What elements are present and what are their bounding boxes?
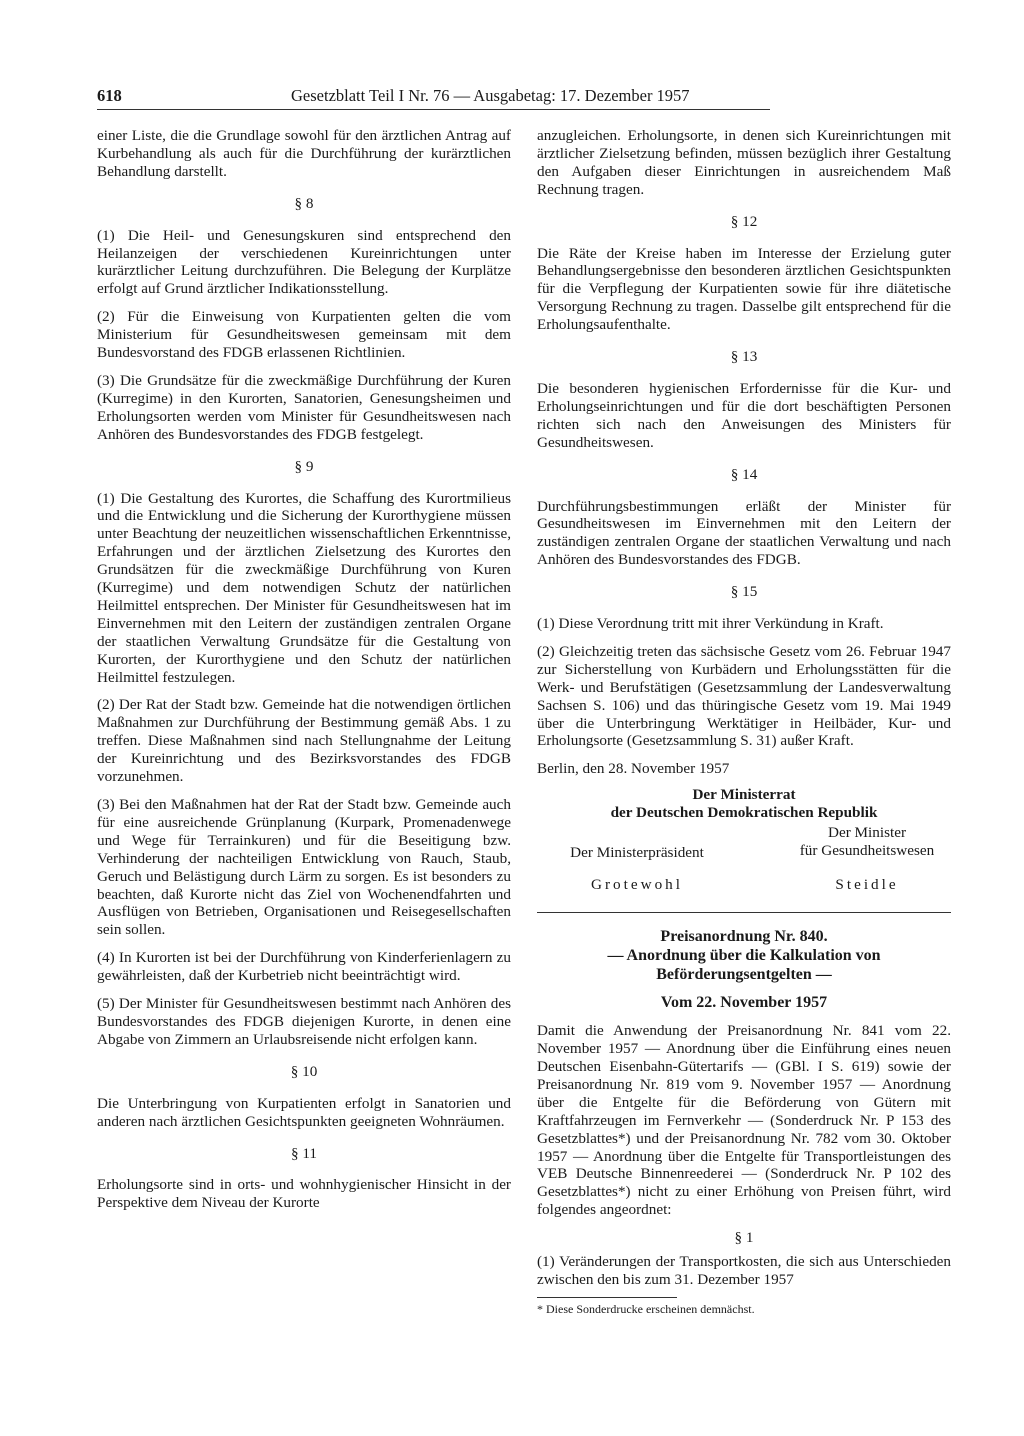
- section-heading-13: § 13: [730, 348, 758, 366]
- paragraph: (2) Für die Einweisung von Kurpatienten gelten die vom Ministerium für Gesundheitswesen gemeinsam mit dem Bundesvorstand des FDGB erlassenen Richtlinien.: [97, 308, 511, 362]
- paragraph: (3) Bei den Maßnahmen hat der Rat der Stadt bzw. Gemeinde auch für eine ausreichende Grünplanung (Kurpark, Promenadenwege und Wege für Terrainkuren) und für die Beseitigung bzw. Verhinderung der nachteiligen Entwicklung von Rauch, Staub, Geruch und Belästigung durch Lärm zu sorgen. Es ist besonders zu beachten, daß Kurorte nicht das Ziel von Wochenendfahrten und Ausflügen von Betrieben, Organisationen und Reisegesellschaften sein sollen.: [97, 796, 511, 939]
- notice-date: Vom 22. November 1957: [660, 994, 828, 1012]
- paragraph: (1) Veränderungen der Transportkosten, die sich aus Unterschieden zwischen den bis zum 31. Dezember 1957: [537, 1253, 951, 1288]
- council-name-line2: der Deutschen Demokratischen Republik: [610, 804, 878, 822]
- paragraph: Damit die Anwendung der Preisanordnung Nr. 841 vom 22. November 1957 — Anordnung über die Einführung eines neuen Deutschen Eisenbahn-Gütertarifs — (GBl. I S. 619) sowie der Preisanordnung Nr. 819 vom 9. November 1957 — Anordnung über die Entgelte für die Beförderung von Gütern mit Kraftfahrzeugen im Fernverkehr — (Sonderdruck Nr. P 153 des Gesetzblattes*) und der Preisanordnung Nr. 782 vom 30. Oktober 1957 — Anordnung über die Entgelte für Transportleistungen des VEB Deutsche Binnenreederei — (Sonderdruck Nr. P 102 des Gesetzblattes*) nicht zu einer Erhöhung von Preisen führt, wird folgendes angeordnet:: [537, 1022, 951, 1219]
- paragraph: (5) Der Minister für Gesundheitswesen bestimmt nach Anhören des Bundesvorstandes des FDGB diejenigen Kurorte, in denen eine Abgabe von Zimmern an Urlaubsreisende nicht erfolgen kann.: [97, 995, 511, 1048]
- council-name-line1: Der Ministerrat: [692, 786, 796, 804]
- paragraph: Die Unterbringung von Kurpatienten erfolgt in Sanatorien und anderen nach ärztlichen Gesichtspunkten geeigneten Wohnräumen.: [97, 1094, 511, 1130]
- paragraph: (4) In Kurorten ist bei der Durchführung von Kinderferienlagern zu gewährleisten, daß der Kurbetrieb nicht beeinträchtigt wird.: [97, 949, 511, 985]
- section-heading-11: § 11: [290, 1144, 317, 1162]
- section-heading-12: § 12: [730, 212, 758, 230]
- section-heading-1: § 1: [734, 1229, 754, 1247]
- signature-body: [537, 786, 951, 822]
- left-column: [97, 127, 511, 1222]
- intro-paragraph: einer Liste, die die Grundlage sowohl für den ärztlichen Antrag auf Kurbehandlung als auch für die Durchführung der kurärztlichen Behandlung darstellt.: [97, 127, 511, 180]
- section-heading-9: § 9: [294, 457, 314, 475]
- section-heading-8: § 8: [294, 194, 314, 212]
- paragraph: Die besonderen hygienischen Erfordernisse für die Kur- und Erholungseinrichtungen und für die dort beschäftigten Personen richten sich nach den Anweisungen des Ministers für Gesundheitswesen.: [537, 379, 951, 451]
- signature-place-date: Berlin, den 28. November 1957: [537, 760, 730, 778]
- right-signatory-title-line2: für Gesundheitswesen: [799, 842, 935, 860]
- page-number: 618: [97, 86, 122, 105]
- footnote: * Diese Sonderdrucke erscheinen demnächst.: [537, 1301, 755, 1316]
- signature-titles: [537, 824, 951, 876]
- running-title: Gesetzblatt Teil I Nr. 76 — Ausgabetag: 17. Dezember 1957: [291, 86, 690, 105]
- left-signatory-name: Grotewohl: [591, 876, 683, 894]
- right-signatory-title-line1: Der Minister: [827, 824, 907, 842]
- paragraph: (3) Die Grundsätze für die zweckmäßige Durchführung der Kuren (Kurregime) in den Kurorten, Sanatorien, Genesungsheimen und Erholungsorten werden vom Minister für Gesundheitswesen nach Anhören des Bundesvorstandes des FDGB festgelegt.: [97, 371, 511, 443]
- right-column: [537, 127, 951, 1316]
- continuation-paragraph: anzugleichen. Erholungsorte, in denen sich Kureinrichtungen mit ärztlicher Zielsetzung befinden, müssen bezüglich ihrer Gestaltung den Aufgaben dieser Einrichtungen in ausreichendem Maß Rechnung tragen.: [537, 127, 951, 198]
- paragraph: (1) Die Gestaltung des Kurortes, die Schaffung des Kurortmilieus und die Entwicklung und die Sicherung der Kurorthygiene müssen unter Beachtung der neuzeitlichen wissenschaftlichen Erkenntnisse, Erfahrungen und der ärztlichen Zielsetzung des Kurortes den Grundsätzen für die zweckmäßige Durchführung von Kuren (Kurregime) und dem notwendigen Schutz der natürlichen Heilmittel entsprechen. Der Minister für Gesundheitswesen hat im Einvernehmen mit den Leitern der zuständigen zentralen Organe der staatlichen Verwaltung Grundsätze für die Gestaltung von Kurorten, der Kurorthygiene und den Schutz der natürlichen Heilmittel festzulegen.: [97, 489, 511, 686]
- paragraph: Die Räte der Kreise haben im Interesse der Erzielung guter Behandlungsergebnisse den besonderen ärztlichen Gesichtspunkten für die Verpflegung der Kurpatienten sowie für ihre diätetische Versorgung Rechnung zu tragen. Dasselbe gilt entsprechend für die Erholungsaufenthalte.: [537, 244, 951, 334]
- left-signatory-title: Der Ministerpräsident: [570, 844, 704, 862]
- page-header: [97, 86, 767, 108]
- section-heading-14: § 14: [730, 465, 758, 483]
- signature-names: [537, 876, 951, 896]
- paragraph: Durchführungsbestimmungen erläßt der Minister für Gesundheitswesen im Einvernehmen mit den Leitern der zuständigen zentralen Organe der staatlichen Verwaltung und nach Anhören des Bundesvorstandes des FDGB.: [537, 497, 951, 569]
- notice-title: [537, 927, 951, 984]
- paragraph: (1) Die Heil- und Genesungskuren sind entsprechend den Heilanzeigen der verschiedenen Kureinrichtungen unter kurärztlicher Leitung durchzuführen. Die Belegung der Kurplätze erfolgt auf Grund ärztlicher Indikationsstellung.: [97, 226, 511, 298]
- section-heading-15: § 15: [730, 583, 758, 601]
- paragraph: (1) Diese Verordnung tritt mit ihrer Verkündung in Kraft.: [537, 615, 884, 633]
- paragraph: (2) Gleichzeitig treten das sächsische Gesetz vom 26. Februar 1947 zur Sicherstellung von Kurbädern und Erholungsstätten für die Werk- und Berufstätigen (Gesetzsammlung der Landesverwaltung Sachsen S. 106) und das thüringische Gesetz vom 19. Mai 1949 über die Unterbringung Werktätiger in Heilbäder, Kur- und Erholungsorte (Gesetzsammlung S. 31) außer Kraft.: [537, 642, 951, 750]
- notice-title-line2: — Anordnung über die Kalkulation von: [607, 947, 881, 965]
- section-separator: [537, 912, 951, 913]
- notice-title-line1: Preisanordnung Nr. 840.: [660, 928, 828, 946]
- header-rule: [97, 109, 770, 110]
- paragraph: (2) Der Rat der Stadt bzw. Gemeinde hat die notwendigen örtlichen Maßnahmen zur Durchführung der Bestimmung gemäß Abs. 1 zu treffen. Diese Maßnahmen sind nach Stellungnahme der Leitung der Kureinrichtung und des Bezirksvorstandes des FDGB vorzunehmen.: [97, 696, 511, 786]
- paragraph: Erholungsorte sind in orts- und wohnhygienischer Hinsicht in der Perspektive dem Niveau der Kurorte: [97, 1176, 511, 1212]
- right-signatory-name: Steidle: [835, 876, 899, 894]
- notice-title-line3: Beförderungsentgelten —: [656, 966, 832, 984]
- footnote-rule: [537, 1297, 677, 1298]
- section-heading-10: § 10: [290, 1062, 318, 1080]
- right-signatory-title: [767, 824, 967, 860]
